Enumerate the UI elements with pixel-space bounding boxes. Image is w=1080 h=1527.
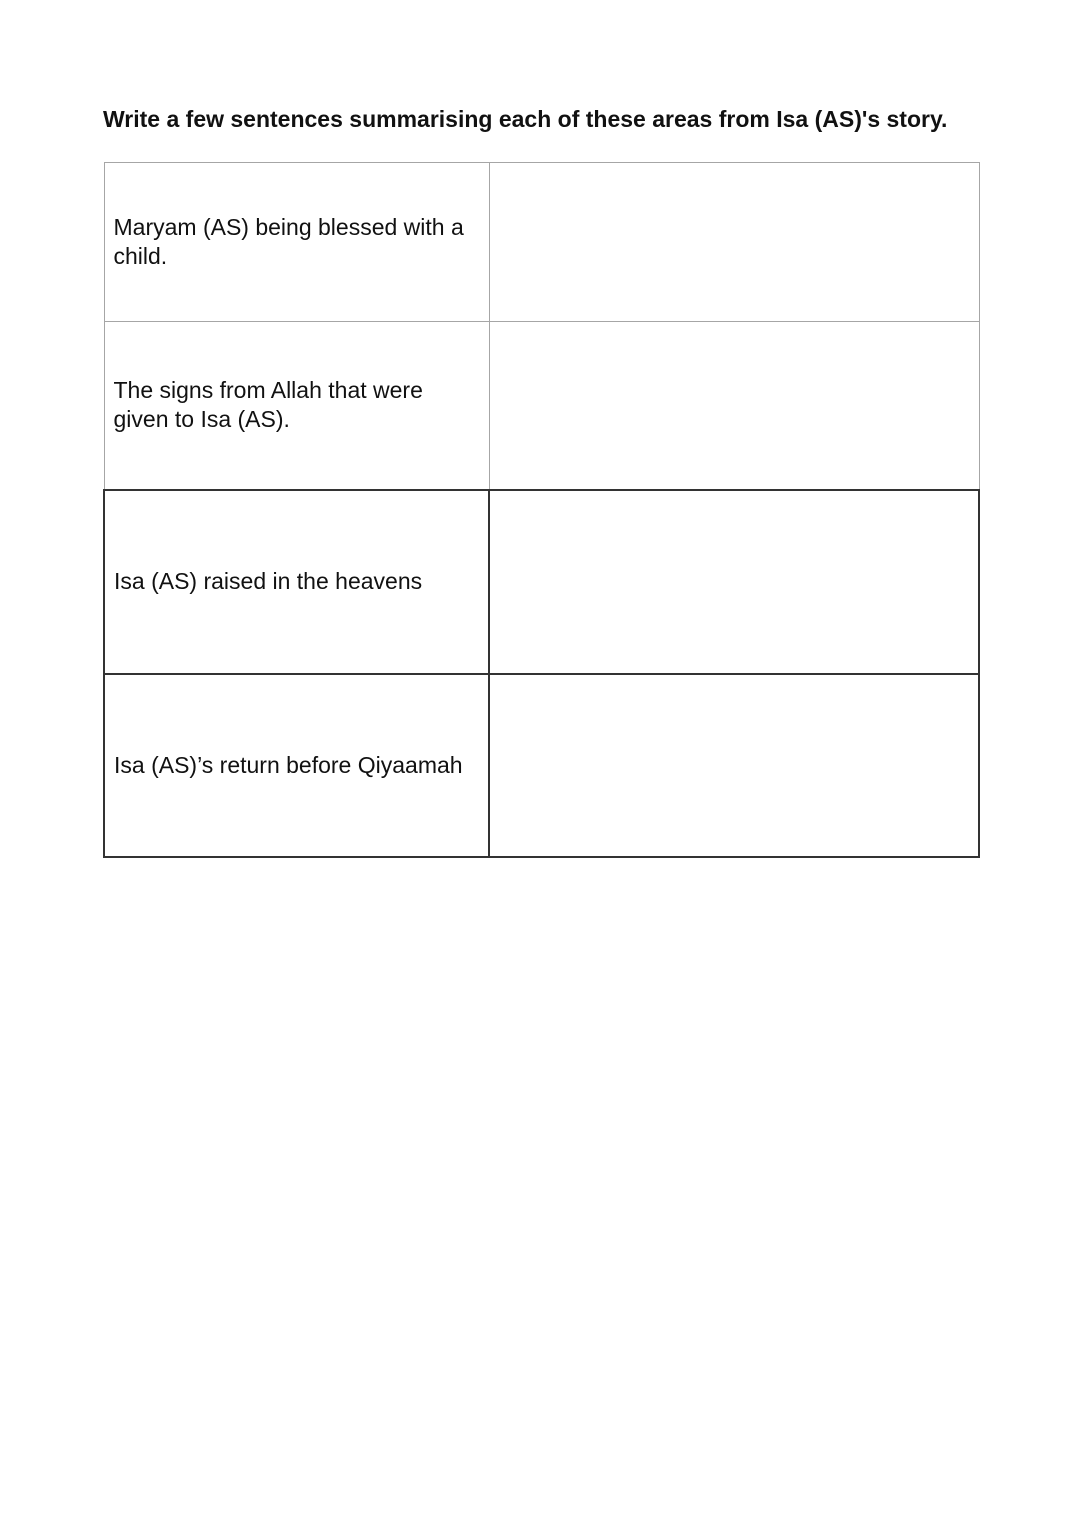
table-row (104, 163, 979, 322)
answer-cell[interactable] (489, 490, 979, 674)
answer-cell[interactable] (489, 322, 979, 490)
summary-table (103, 162, 980, 858)
prompt-cell: Isa (AS) raised in the heavens (104, 490, 489, 674)
prompt-cell: Isa (AS)’s return before Qiyaamah (104, 674, 489, 857)
page-title: Write a few sentences summarising each of these areas from Isa (AS)'s story. (103, 106, 948, 132)
prompt-cell: The signs from Allah that were given to Isa (AS). (104, 322, 489, 490)
document-content (103, 104, 983, 858)
table-row (104, 322, 979, 490)
answer-cell[interactable] (489, 163, 979, 322)
table-row (104, 490, 979, 674)
answer-cell[interactable] (489, 674, 979, 857)
table-row (104, 674, 979, 857)
prompt-cell: Maryam (AS) being blessed with a child. (104, 163, 489, 322)
